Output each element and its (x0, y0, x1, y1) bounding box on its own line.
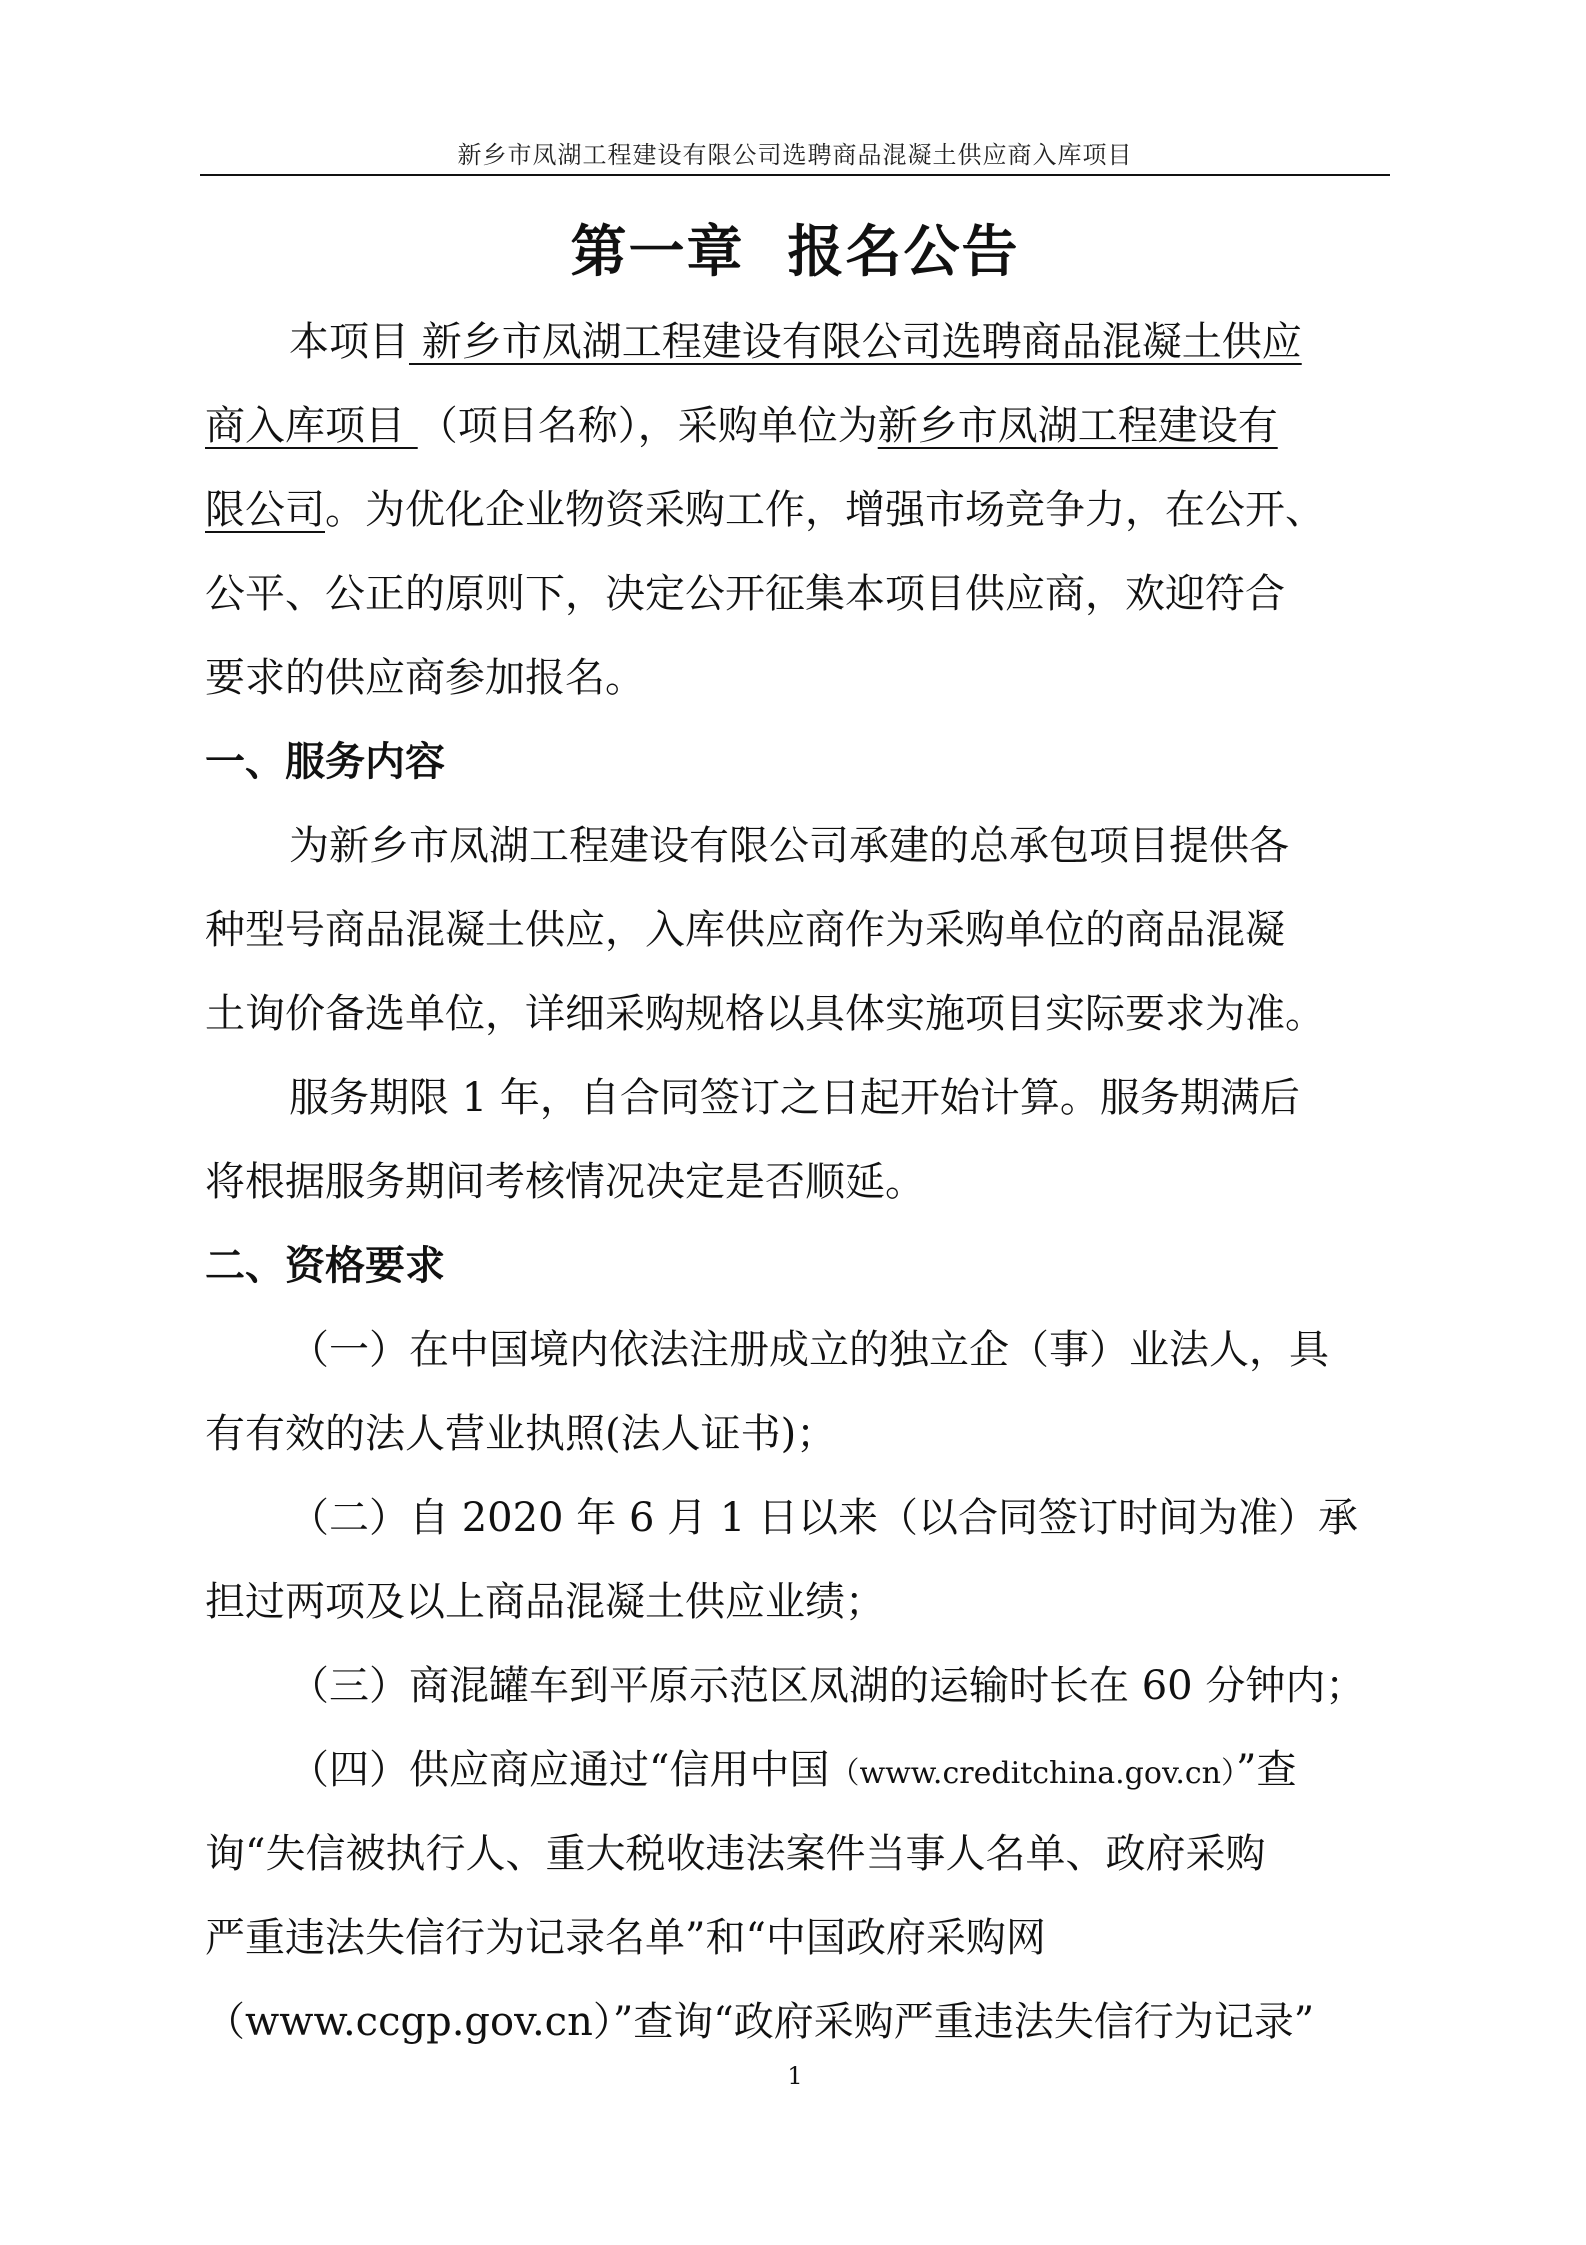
chapter-title: 第一章 报名公告 (570, 220, 1020, 285)
intro-text: 。为优化企业物资采购工作，增强市场竞争力，在公开、 (325, 487, 1325, 533)
intro-prefix: 本项目 (289, 319, 409, 365)
section-heading-service: 一、服务内容 (205, 739, 445, 785)
creditchina-url: （www.creditchina.gov.cn） (829, 1756, 1236, 1791)
service-line-2: 种型号商品混凝土供应，入库供应商作为采购单位的商品混凝 (205, 907, 1285, 953)
service-line-3: 土询价备选单位，详细采购规格以具体实施项目实际要求为准。 (205, 991, 1325, 1037)
qualification-4-text-end: ”查 (1236, 1747, 1297, 1793)
qualification-4-line-2: 询“失信被执行人、重大税收违法案件当事人名单、政府采购 (205, 1831, 1266, 1877)
qualification-1-line-2: 有有效的法人营业执照(法人证书)； (205, 1411, 837, 1457)
qualification-4-line-3: 严重违法失信行为记录名单”和“中国政府采购网 (205, 1915, 1046, 1961)
project-name-underlined: 新乡市凤湖工程建设有限公司选聘商品混凝土供应 (409, 319, 1302, 365)
qualification-3-line-1: （三）商混罐车到平原示范区凤湖的运输时长在 60 分钟内； (289, 1663, 1366, 1709)
running-header: 新乡市凤湖工程建设有限公司选聘商品混凝土供应商入库项目 (457, 141, 1133, 169)
intro-mid-text: （项目名称），采购单位为 (417, 403, 878, 449)
qualification-1-line-1: （一）在中国境内依法注册成立的独立企（事）业法人，具 (289, 1327, 1329, 1373)
qualification-2-line-1: （二）自 2020 年 6 月 1 日以来（以合同签订时间为准）承 (289, 1495, 1358, 1541)
intro-line-2 (205, 396, 1395, 480)
intro-line-1 (205, 312, 1395, 396)
intro-line-4: 公平、公正的原则下，决定公开征集本项目供应商，欢迎符合 (205, 571, 1285, 617)
service-line-1: 为新乡市凤湖工程建设有限公司承建的总承包项目提供各 (289, 823, 1289, 869)
qualification-2-line-2: 担过两项及以上商品混凝土供应业绩； (205, 1579, 885, 1625)
qualification-4-text: （四）供应商应通过“信用中国 (289, 1747, 830, 1793)
qualification-4-line-4: （www.ccgp.gov.cn）”查询“政府采购严重违法失信行为记录” (205, 1999, 1315, 2045)
service-line-4: 服务期限 1 年，自合同签订之日起开始计算。服务期满后 (289, 1075, 1300, 1121)
qualification-4-line-1 (205, 1740, 1395, 1824)
purchaser-name-underlined-cont: 限公司 (205, 487, 325, 533)
project-name-underlined-cont: 商入库项目 (205, 403, 418, 449)
page-number: 1 (787, 2062, 803, 2090)
purchaser-name-underlined: 新乡市凤湖工程建设有 (877, 403, 1278, 449)
section-heading-qualification: 二、资格要求 (205, 1243, 445, 1289)
intro-line-3 (205, 480, 1395, 564)
document-body (205, 312, 1395, 2076)
header-divider (200, 174, 1390, 176)
intro-line-5: 要求的供应商参加报名。 (205, 655, 645, 701)
service-line-5: 将根据服务期间考核情况决定是否顺延。 (205, 1159, 925, 1205)
